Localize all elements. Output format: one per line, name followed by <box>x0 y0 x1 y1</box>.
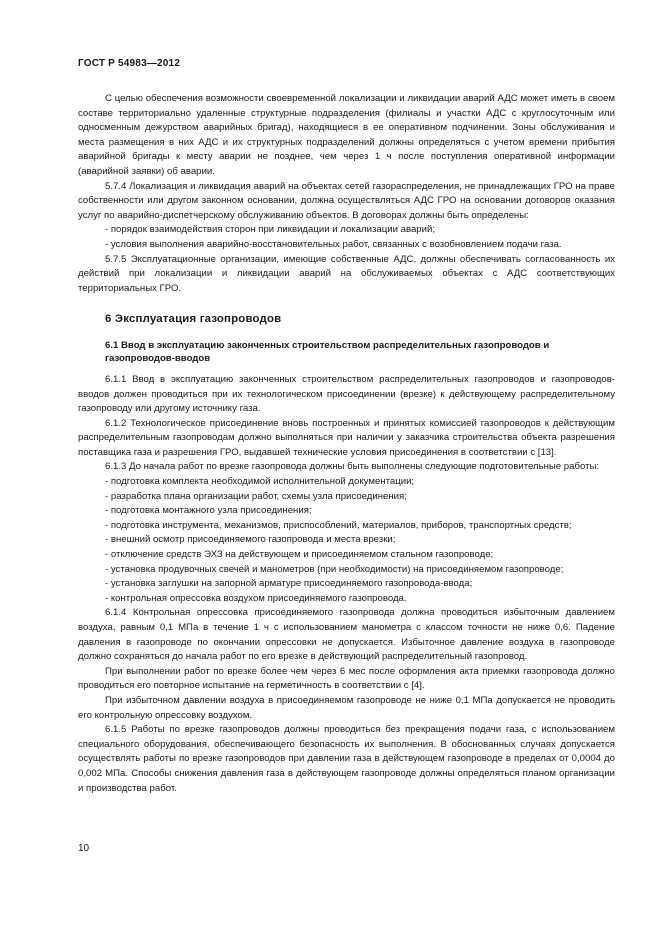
paragraph-6-1-2: 6.1.2 Технологическое присоединение вновь построенных и принятых комиссией газопроводов к действующим распределительным газопроводам должно выполняться при наличии у заказчика строительства объекта разрешения поставщика газа и разрешения ГРО, выдавшей технические условия присоединения в соответствии с [13]. <box>78 417 615 458</box>
paragraph: С целью обеспечения возможности своевременной локализации и ликвидации аварий АДС может иметь в своем составе территориально удаленные структурные подразделения (филиалы и участки АДС с круглосуточным или односменным дежурством аварийных бригад), находящиеся в ее оперативном подчинении. Зоны обслуживания и места размещения в них АДС и их структурных подразделений должны определяться с учетом времени прибытия аварийной бригады к месту аварии не позднее, чем через 1 ч после поступления оперативной информации (аварийной заявки) об аварии. <box>78 93 615 177</box>
paragraph-5-7-4: 5.7.4 Локализация и ликвидация аварий на объектах сетей газораспределения, не принадлежащих ГРО на праве собственности или другом законном основании, должна осуществляться АДС ГРО на основании договоров оказания услуг по аварийно-диспетчерскому обслуживанию объектов. В договорах должны быть определены: <box>78 180 615 221</box>
section-heading: 6 Эксплуатация газопроводов <box>105 313 282 326</box>
paragraph-5-7-5: 5.7.5 Эксплуатационные организации, имеющие собственные АДС, должны обеспечивать согласованность их действий при локализации и ликвидации аварий на обслуживаемых объектах с АДС соответствующих территориальных ГРО. <box>78 253 615 294</box>
paragraph-6-1-1: 6.1.1 Ввод в эксплуатацию законченных строительством распределительных газопроводов и газопроводов-вводов должен проводиться при их технологическом присоединении (врезке) к действующему распределительному газопроводу или другому источнику газа. <box>78 373 615 415</box>
list-item: - отключение средств ЭХЗ на действующем и присоединяемом стальном газопроводе; <box>105 549 494 561</box>
document-body <box>78 92 615 796</box>
list-item: - подготовка комплекта необходимой исполнительной документации; <box>105 476 415 488</box>
document-header: ГОСТ Р 54983—2012 <box>78 58 181 69</box>
list-item: - разработка плана организации работ, схемы узла присоединения; <box>105 490 407 502</box>
paragraph-6-1-5: 6.1.5 Работы по врезке газопроводов должны проводиться без прекращения подачи газа, с использованием специального оборудования, обеспечивающего безопасность их выполнения. В обоснованных случаях допускается осуществлять работы по врезке газопроводов при давлении газа в действующем газопроводе в пределах от 0,0004 до 0,002 МПа. Способы снижения давления газа в действующем газопроводе должны определяться планом организации и производства работ. <box>78 724 615 794</box>
paragraph-6-1-4: 6.1.4 Контрольная опрессовка присоединяемого газопровода должна проводиться избыточным давлением воздуха, равным 0,1 МПа в течение 1 ч с использованием манометра с классом точности не ниже 0,6. Падение давления в газопроводе по окончании опрессовки не допускается. Избыточное давление воздуха в газопроводе должно сохраняться до начала работ по его врезке в действующий распределительный газопровод. <box>78 607 615 663</box>
list-item: - контрольная опрессовка воздухом присоединяемого газопровода. <box>105 592 407 604</box>
list-item: - подготовка монтажного узла присоединения; <box>105 505 312 517</box>
subsection-heading: 6.1 Ввод в эксплуатацию законченных строительством распределительных газопроводов и газопроводов-вводов <box>105 339 550 364</box>
list-item: - внешний осмотр присоединяемого газопровода и места врезки; <box>105 534 396 546</box>
paragraph: При избыточном давлении воздуха в присоединяемом газопроводе не ниже 0,1 МПа допускается не проводить его контрольную опрессовку воздухом. <box>78 694 615 721</box>
list-item: - условия выполнения аварийно-восстановительных работ, связанных с возобновлением подачи газа. <box>105 238 562 250</box>
page-number: 10 <box>78 843 90 854</box>
list-item: - подготовка инструмента, механизмов, приспособлений, материалов, приборов, транспортных средств; <box>105 519 572 531</box>
paragraph-6-1-3: 6.1.3 До начала работ по врезке газопровода должны быть выполнены следующие подготовительные работы: <box>105 461 600 473</box>
list-item: - порядок взаимодействия сторон при ликвидации и локализации аварий; <box>105 224 436 236</box>
list-item: - установка продувочных свечей и манометров (при необходимости) на присоединяемом газопроводе; <box>105 563 564 575</box>
paragraph: При выполнении работ по врезке более чем через 6 мес после оформления акта приемки газопровода должно проводиться его повторное испытание на герметичность в соответствии с [4]. <box>78 665 615 692</box>
list-item: - установка заглушки на запорной арматуре присоединяемого газопровода-ввода; <box>105 578 473 590</box>
